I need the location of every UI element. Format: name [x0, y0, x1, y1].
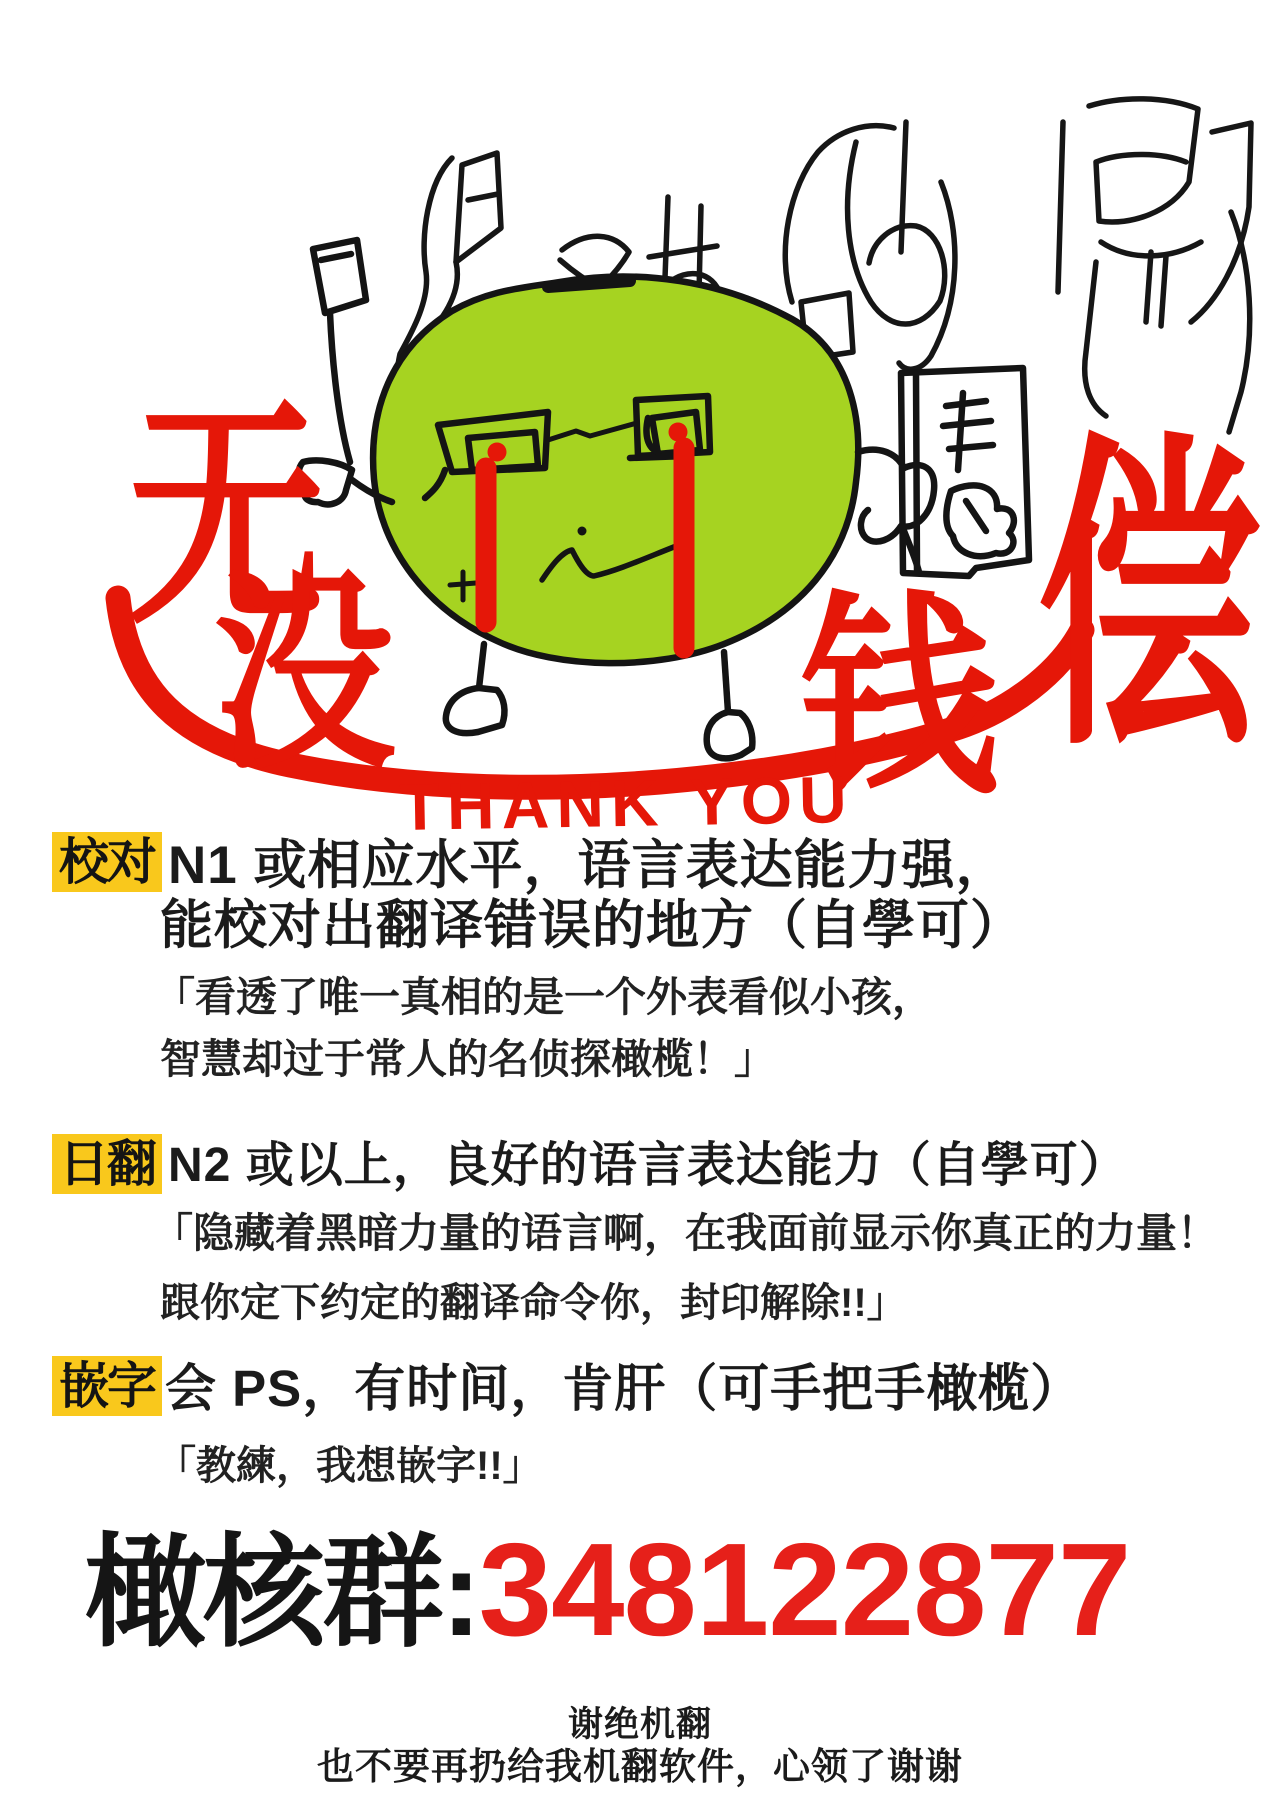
qq-group-number: 348122877	[478, 1516, 1131, 1663]
translator-quote-line2: 跟你定下约定的翻译命令你，封印解除!!」	[160, 1281, 907, 1325]
proofreader-quote-line2: 智慧却过于常人的名侦探橄榄！」	[160, 1036, 775, 1082]
section-label-typesetter: 嵌字	[52, 1356, 162, 1416]
section-label-translator: 日翻	[52, 1134, 162, 1194]
thank-you-text: THANK YOU	[398, 762, 855, 844]
typesetter-quote-line1: 「教練，我想嵌字!!」	[156, 1444, 543, 1488]
qq-group-line	[84, 1516, 1131, 1663]
red-word-mei: 没	[213, 556, 396, 794]
red-word-wu: 无	[128, 382, 325, 652]
translator-quote-line1: 「隐藏着黑暗力量的语言啊，在我面前显示你真正的力量！	[152, 1210, 1218, 1256]
typesetter-requirement-line1: 会 PS，有时间，肯肝（可手把手橄榄）	[165, 1360, 1083, 1417]
proofreader-quote-line1: 「看透了唯一真相的是一个外表看似小孩，	[154, 974, 933, 1020]
section-label-proofreader: 校对	[52, 832, 162, 892]
red-word-qian: 钱	[800, 577, 998, 818]
proofreader-requirement-line1: N1 或相应水平，语言表达能力强，	[168, 836, 1010, 895]
footer-no-machine-translation: 谢绝机翻	[567, 1705, 712, 1744]
doodle-header	[0, 0, 1280, 860]
red-overlay	[118, 382, 1260, 844]
sign-board	[901, 368, 1029, 576]
footer-note: 也不要再扔给我机翻软件，心领了谢谢	[317, 1746, 963, 1787]
qq-group-label: 橄核群:	[84, 1525, 479, 1661]
right-arm	[858, 450, 934, 572]
red-word-chang: 偿	[1036, 413, 1261, 783]
proofreader-requirement-line2: 能校对出翻译错误的地方（自學可）	[160, 896, 1024, 955]
translator-requirement-line1: N2 或以上，良好的语言表达能力（自學可）	[168, 1139, 1128, 1192]
